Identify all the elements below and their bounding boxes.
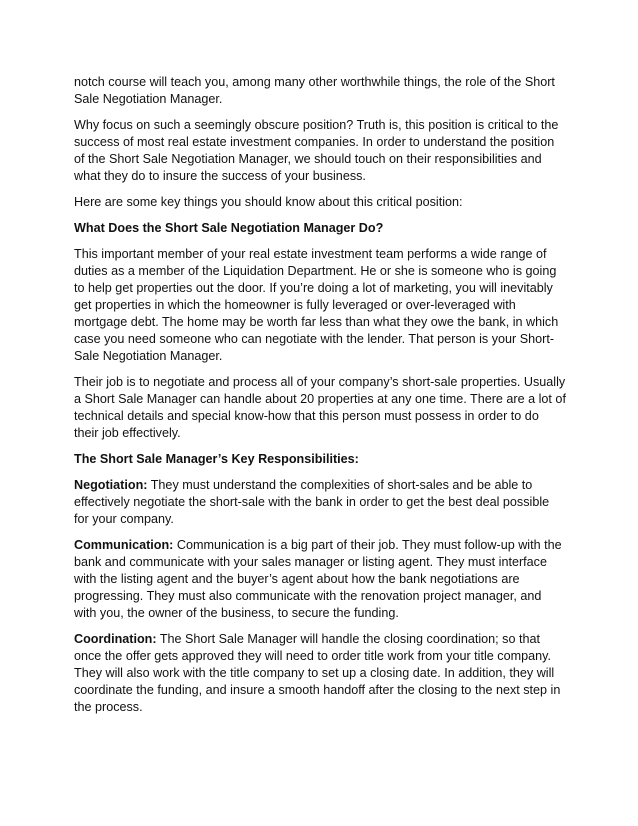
paragraph-intro-continuation: notch course will teach you, among many other worthwhile things, the role of the Short Sale Negotiation Manager. xyxy=(74,75,555,106)
term-negotiation: Negotiation: xyxy=(74,478,148,492)
paragraph-their-job: Their job is to negotiate and process all of your company’s short-sale properties. Usually a Short Sale Manager can handle about 20 properties at any one time. There are a lot of technical details and special know-how that this person must possess in order to do their job effectively. xyxy=(74,375,566,440)
paragraph-why-focus: Why focus on such a seemingly obscure position? Truth is, this position is critical to the success of most real estate investment companies. In order to understand the position of the Short Sale Negotiation Manager, we should touch on their responsibilities and what they do to insure the success of your business. xyxy=(74,118,559,183)
paragraph-communication xyxy=(74,537,566,622)
paragraph-team-member: This important member of your real estate investment team performs a wide range of duties as a member of the Liquidation Department. He or she is someone who is going to help get properties out the door. If you’re doing a lot of marketing, you will inevitably get properties in which the homeowner is fully leveraged or over-leveraged with mortgage debt. The home may be worth far less than what they owe the bank, in which case you need someone who can negotiate with the lender. That person is your Short-Sale Negotiation Manager. xyxy=(74,247,559,363)
communication-description: Communication is a big part of their job. They must follow-up with the bank and communicate with your sales manager or listing agent. They must interface with the listing agent and the buyer’s agent about how the bank negotiations are progressing. They must also communicate with the renovation project manager, and with you, the owner of the business, to secure the funding. xyxy=(74,538,562,620)
paragraph-negotiation xyxy=(74,477,566,528)
document-body xyxy=(74,74,566,725)
section-heading-responsibilities: The Short Sale Manager’s Key Responsibilities: xyxy=(74,452,359,466)
paragraph-coordination xyxy=(74,631,566,716)
term-communication: Communication: xyxy=(74,538,174,552)
negotiation-description: They must understand the complexities of short-sales and be able to effectively negotiate the short-sale with the bank in order to get the best deal possible for your company. xyxy=(74,478,550,526)
paragraph-key-things: Here are some key things you should know about this critical position: xyxy=(74,195,463,209)
coordination-description: The Short Sale Manager will handle the closing coordination; so that once the offer gets approved they will need to order title work from your title company. They will also work with the title company to set up a closing date. In addition, they will coordinate the funding, and insure a smooth handoff after the closing to the next step in the process. xyxy=(74,632,561,714)
term-coordination: Coordination: xyxy=(74,632,157,646)
section-heading-what-does: What Does the Short Sale Negotiation Manager Do? xyxy=(74,221,384,235)
